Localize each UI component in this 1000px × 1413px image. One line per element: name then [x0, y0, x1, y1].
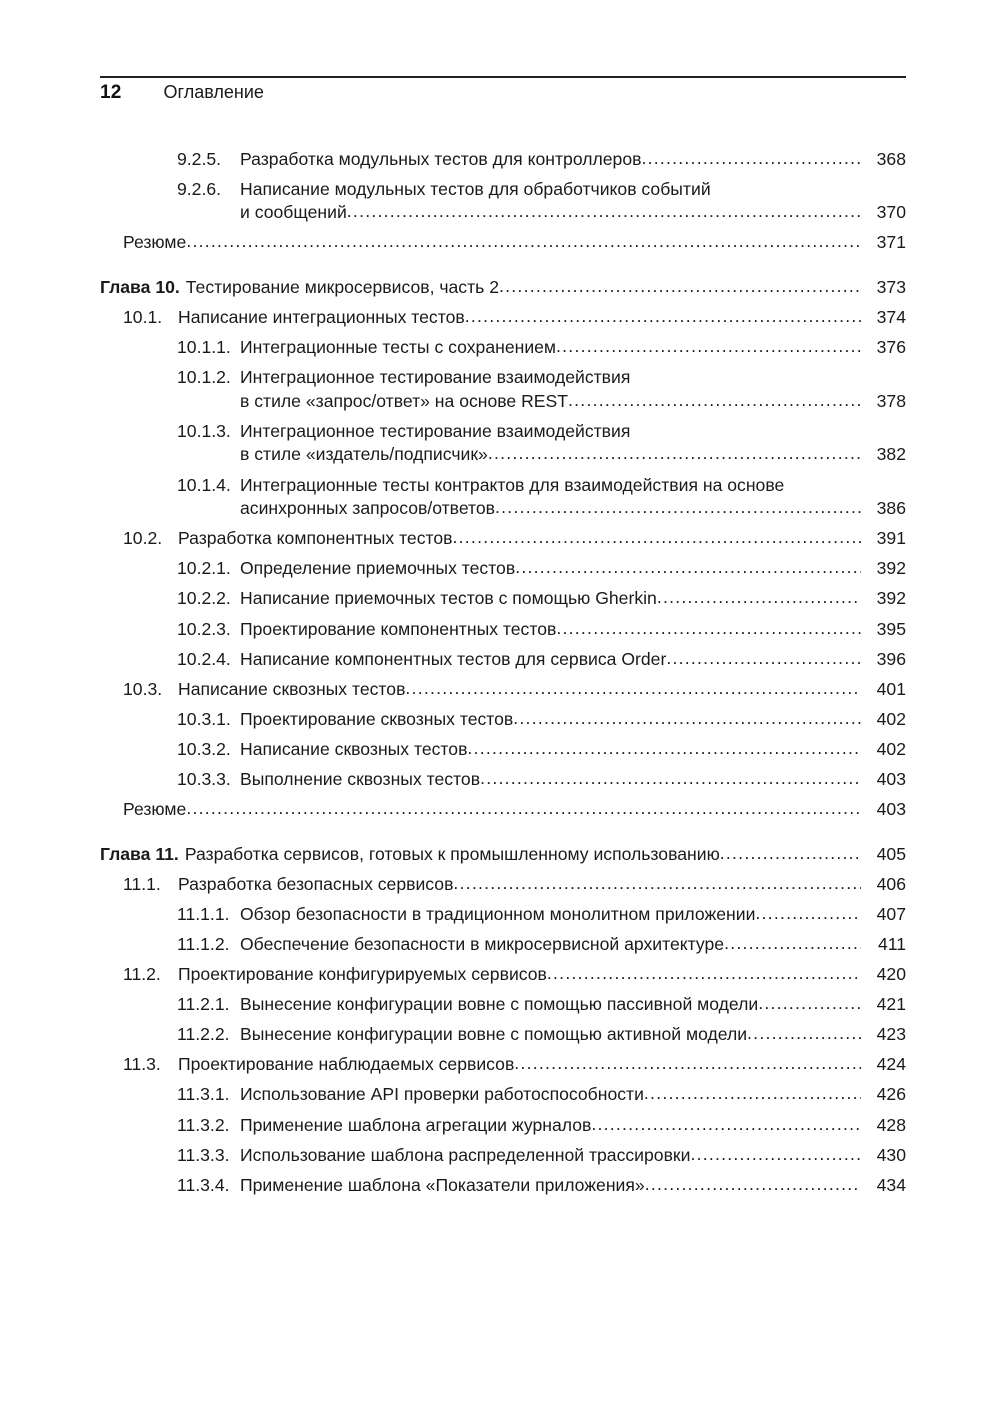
- dot-leader: [645, 1176, 861, 1194]
- toc-entry-label: Определение приемочных тестов: [240, 558, 516, 579]
- running-head-title: Оглавление: [163, 82, 264, 102]
- dot-leader: [690, 1146, 861, 1164]
- toc-entry-page-number: 411: [877, 933, 906, 954]
- dot-leader: [405, 680, 861, 698]
- dot-leader: [488, 445, 861, 463]
- toc-entry-label: Проектирование наблюдаемых сервисов: [178, 1054, 515, 1075]
- toc-chapter-number: Глава 11.: [100, 843, 179, 864]
- dot-leader: [513, 710, 861, 728]
- toc-entry[interactable]: [100, 758, 906, 788]
- dot-leader: [480, 770, 861, 788]
- toc-entry-number: 10.1.3.: [177, 420, 231, 441]
- toc-entry-page-number: 396: [876, 648, 906, 669]
- toc-entry-number: 10.3.: [123, 678, 163, 699]
- toc-entry-page-number: 407: [876, 903, 906, 924]
- toc-entry-number: 10.2.2.: [177, 588, 231, 609]
- toc-entry-label: Обеспечение безопасности в микросервисной архитектуре: [240, 933, 725, 954]
- toc-entry-page-number: 371: [876, 232, 906, 253]
- toc-entry-page-number: 402: [876, 738, 906, 759]
- dot-leader: [556, 338, 861, 356]
- dot-leader: [465, 308, 861, 326]
- toc-entry[interactable]: [100, 518, 906, 548]
- toc-entry[interactable]: [100, 1134, 906, 1164]
- toc-entry-number: 11.3.1.: [177, 1084, 230, 1105]
- toc-entry-number: 9.2.6.: [177, 178, 222, 199]
- toc-entry-label: Интеграционные тесты контрактов для взаимодействия на основе: [240, 474, 785, 495]
- toc-entry-line-2: [100, 494, 906, 518]
- toc-entry-page-number: 426: [876, 1084, 906, 1105]
- toc-entry-label: Интеграционное тестирование взаимодействия: [240, 420, 631, 441]
- toc-entry-label: Интеграционные тесты с сохранением: [240, 337, 557, 358]
- toc-entry-page-number: 373: [876, 276, 906, 297]
- toc-entry[interactable]: [100, 893, 906, 923]
- toc-entry-label: Проектирование конфигурируемых сервисов: [178, 964, 547, 985]
- toc-entry-label: Тестирование микросервисов, часть 2: [185, 276, 500, 297]
- toc-entry-number: 11.1.2.: [177, 933, 230, 954]
- toc-entry[interactable]: [100, 728, 906, 758]
- toc-entry-label-continued: асинхронных запросов/ответов: [240, 498, 496, 519]
- toc-entry-label: Проектирование компонентных тестов: [240, 618, 557, 639]
- toc-entry-number: 11.1.: [123, 873, 161, 894]
- toc-entry-label: Написание сквозных тестов: [240, 738, 468, 759]
- dot-leader: [747, 1025, 861, 1043]
- running-head: [100, 82, 906, 112]
- dot-leader: [591, 1116, 861, 1134]
- dot-leader: [467, 740, 861, 758]
- toc-entry-page-number: 423: [876, 1024, 906, 1045]
- dot-leader: [758, 995, 861, 1013]
- toc-entry-page-number: 420: [876, 964, 906, 985]
- toc-entry-page-number: 434: [876, 1174, 906, 1195]
- toc-entry[interactable]: [100, 168, 906, 222]
- toc-entry-page-number: 368: [876, 148, 906, 169]
- toc-entry-line-1: [100, 474, 906, 495]
- toc-entry-number: 11.2.: [123, 964, 161, 985]
- toc-entry-page-number: 386: [876, 498, 906, 519]
- toc-entry-label: Написание интеграционных тестов: [178, 306, 465, 327]
- toc-entry-line-2: [100, 440, 906, 464]
- toc-entry[interactable]: [100, 222, 906, 252]
- toc-entry-label: Написание приемочных тестов с помощью Gherkin: [240, 588, 657, 609]
- dot-leader: [666, 650, 861, 668]
- toc-entry-number: 10.1.: [123, 306, 163, 327]
- toc-entry[interactable]: [100, 819, 906, 864]
- dot-leader: [724, 935, 861, 953]
- toc-entry-label: Использование шаблона распределенной трассировки: [240, 1144, 691, 1165]
- toc-entry-label: Проектирование сквозных тестов: [240, 708, 514, 729]
- toc-entry-label: Написание модульных тестов для обработчиков событий: [240, 178, 711, 199]
- dot-leader: [495, 499, 861, 517]
- toc-entry-label: Интеграционное тестирование взаимодействия: [240, 367, 631, 388]
- toc-entry-number: 10.2.: [123, 528, 163, 549]
- toc-entry-page-number: 402: [876, 708, 906, 729]
- toc-entry-line-2: [100, 387, 906, 411]
- dot-leader: [657, 589, 861, 607]
- toc-entry-label: Вынесение конфигурации вовне с помощью пассивной модели: [240, 994, 759, 1015]
- toc-entry-number: 10.3.2.: [177, 738, 231, 759]
- toc-entry-page-number: 395: [876, 618, 906, 639]
- toc-chapter-number: Глава 10.: [100, 276, 180, 297]
- toc-entry-number: 10.2.3.: [177, 618, 231, 639]
- toc-entry[interactable]: [100, 252, 906, 297]
- toc-entry-label-continued: и сообщений: [240, 202, 347, 223]
- toc-entry[interactable]: [100, 138, 906, 168]
- dot-leader: [641, 150, 861, 168]
- toc-entry-label: Резюме: [123, 799, 187, 820]
- toc-entry-number: 10.3.1.: [177, 708, 231, 729]
- toc-entry-page-number: 376: [876, 337, 906, 358]
- toc-entry-line-2: [100, 198, 906, 222]
- toc-entry[interactable]: [100, 608, 906, 638]
- toc-entry-page-number: 391: [876, 528, 906, 549]
- toc-entry-page-number: 403: [876, 768, 906, 789]
- toc-entry-page-number: 428: [876, 1114, 906, 1135]
- toc-entry-number: 10.1.1.: [177, 337, 231, 358]
- toc-entry-number: 11.3.3.: [177, 1144, 230, 1165]
- toc-entry-number: 11.3.2.: [177, 1114, 230, 1135]
- toc-entry-label: Разработка компонентных тестов: [178, 528, 453, 549]
- toc-entry-page-number: 392: [876, 558, 906, 579]
- toc-entry-page-number: 424: [876, 1054, 906, 1075]
- toc-entry-label: Резюме: [123, 232, 187, 253]
- toc-entry[interactable]: [100, 357, 906, 411]
- toc-entry-line-1: [100, 420, 906, 441]
- toc-entry-number: 10.3.3.: [177, 768, 231, 789]
- toc-entry-page-number: 421: [876, 994, 906, 1015]
- dot-leader: [515, 559, 861, 577]
- toc-entry-label: Написание компонентных тестов для сервиса Order: [240, 648, 667, 669]
- dot-leader: [755, 905, 861, 923]
- toc-entry-number: 11.1.1.: [177, 903, 230, 924]
- toc-entry[interactable]: [100, 1044, 906, 1074]
- toc-entry-label: Разработка модульных тестов для контроллеров: [240, 148, 642, 169]
- toc-entry-number: 11.3.4.: [177, 1174, 230, 1195]
- dot-leader: [556, 620, 861, 638]
- toc-entry[interactable]: [100, 1104, 906, 1134]
- toc-entry-number: 9.2.5.: [177, 148, 222, 169]
- toc-entry[interactable]: [100, 923, 906, 953]
- toc-entry-label: Написание сквозных тестов: [178, 678, 406, 699]
- toc-entry-page-number: 403: [876, 799, 906, 820]
- toc-entry-number: 10.1.2.: [177, 367, 231, 388]
- dot-leader: [186, 800, 861, 818]
- toc-entry[interactable]: [100, 863, 906, 893]
- toc-entry-label: Вынесение конфигурации вовне с помощью активной модели: [240, 1024, 748, 1045]
- toc-entry-number: 11.2.2.: [177, 1024, 230, 1045]
- toc-entry-number: 11.2.1.: [177, 994, 230, 1015]
- toc-entry-page-number: 406: [876, 873, 906, 894]
- toc-entry-label: Применение шаблона агрегации журналов: [240, 1114, 592, 1135]
- toc-entry[interactable]: [100, 698, 906, 728]
- toc-entry-label: Применение шаблона «Показатели приложения»: [240, 1174, 645, 1195]
- toc-list: [100, 138, 906, 1194]
- page-folio: 12: [100, 82, 122, 103]
- toc-entry[interactable]: [100, 1074, 906, 1104]
- toc-entry[interactable]: [100, 296, 906, 326]
- toc-entry[interactable]: [100, 578, 906, 608]
- toc-entry[interactable]: [100, 548, 906, 578]
- dot-leader: [514, 1055, 861, 1073]
- toc-entry-page-number: 401: [876, 678, 906, 699]
- dot-leader: [499, 278, 861, 296]
- toc-entry[interactable]: [100, 327, 906, 357]
- dot-leader: [547, 965, 861, 983]
- toc-entry[interactable]: [100, 954, 906, 984]
- toc-entry[interactable]: [100, 1014, 906, 1044]
- dot-leader: [568, 392, 861, 410]
- toc-entry-number: 10.1.4.: [177, 474, 231, 495]
- toc-entry-number: 10.2.1.: [177, 558, 231, 579]
- toc-entry[interactable]: [100, 410, 906, 464]
- toc-entry[interactable]: [100, 1164, 906, 1194]
- dot-leader: [453, 529, 861, 547]
- toc-entry-label: Обзор безопасности в традиционном монолитном приложении: [240, 903, 756, 924]
- toc-entry[interactable]: [100, 668, 906, 698]
- toc-entry-page-number: 382: [876, 444, 906, 465]
- dot-leader: [453, 875, 861, 893]
- header-rule: [100, 76, 906, 78]
- toc-entry[interactable]: [100, 638, 906, 668]
- toc-entry-line-1: [100, 178, 906, 199]
- dot-leader: [186, 233, 861, 251]
- toc-entry-line-1: [100, 369, 906, 387]
- toc-entry[interactable]: [100, 984, 906, 1014]
- toc-entry-page-number: 374: [876, 306, 906, 327]
- toc-entry-page-number: 430: [876, 1144, 906, 1165]
- toc-entry-label: Использование API проверки работоспособности: [240, 1084, 644, 1105]
- toc-entry[interactable]: [100, 789, 906, 819]
- dot-leader: [644, 1085, 861, 1103]
- toc-entry-number: 11.3.: [123, 1054, 161, 1075]
- toc-entry-page-number: 378: [876, 390, 906, 411]
- dot-leader: [347, 203, 861, 221]
- toc-entry-number: 10.2.4.: [177, 648, 231, 669]
- toc-entry-label: Выполнение сквозных тестов: [240, 768, 481, 789]
- toc-entry-page-number: 370: [876, 202, 906, 223]
- toc-entry-label-continued: в стиле «запрос/ответ» на основе REST: [240, 390, 569, 411]
- toc-entry[interactable]: [100, 464, 906, 518]
- toc-entry-label: Разработка сервисов, готовых к промышленному использованию: [184, 843, 720, 864]
- dot-leader: [720, 845, 861, 863]
- toc-entry-page-number: 392: [876, 588, 906, 609]
- toc-entry-page-number: 405: [876, 843, 906, 864]
- toc-entry-label: Разработка безопасных сервисов: [178, 873, 454, 894]
- toc-entry-label-continued: в стиле «издатель/подписчик»: [240, 444, 488, 465]
